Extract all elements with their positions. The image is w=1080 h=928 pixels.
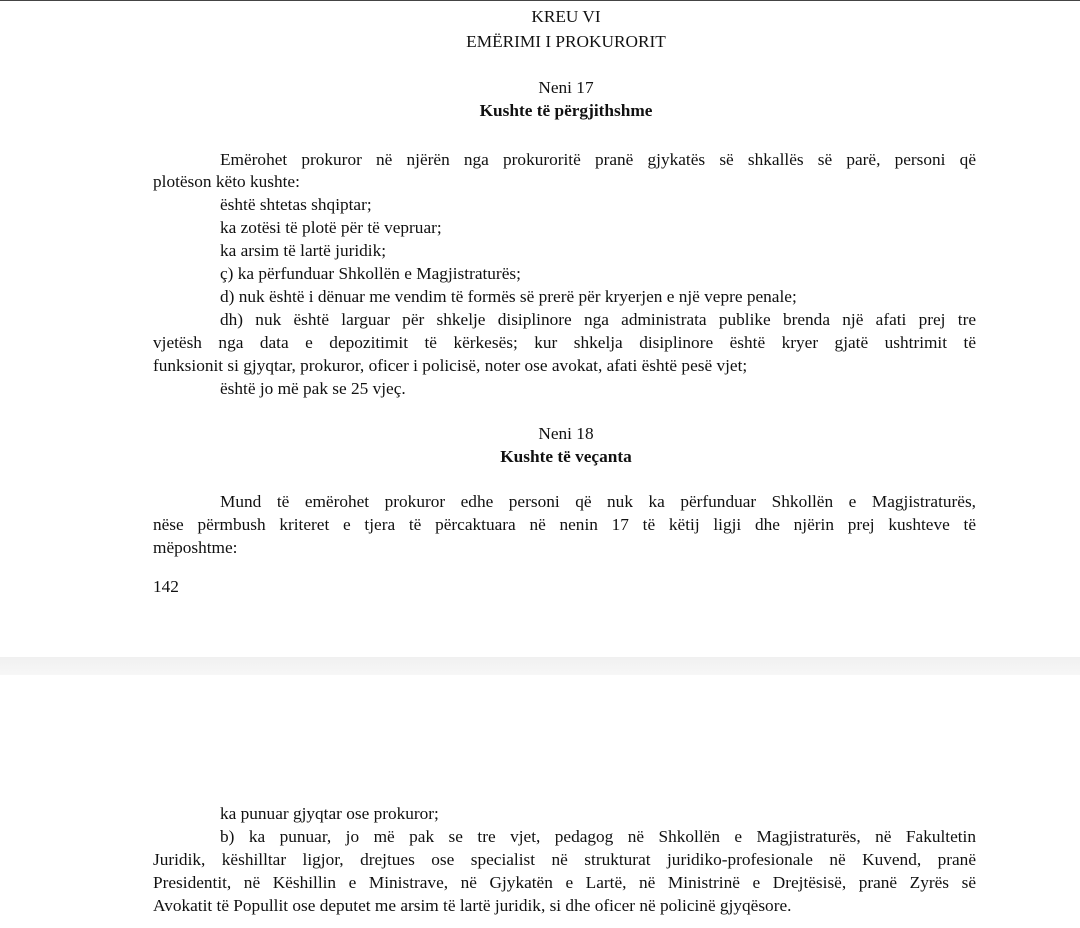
chapter-title: EMËRIMI I PROKURORIT xyxy=(466,32,666,51)
article-18-list-item-a: ka punuar gjyqtar ose prokuror; xyxy=(220,804,439,823)
article-17-list-item: d) nuk është i dënuar me vendim të formës së prerë për kryerjen e një vepre penale; xyxy=(220,287,797,306)
article-18-list-item-b: Avokatit të Popullit ose deputet me arsim të lartë juridik, si dhe oficer në policinë gjyqësore. xyxy=(153,896,792,915)
chapter-heading: KREU VI xyxy=(531,7,601,26)
article-18-list-item-b: b) ka punuar, jo më pak se tre vjet, pedagog në Shkollën e Magjistraturës, në Fakultetin xyxy=(220,827,976,846)
article-17-list-item: ka arsim të lartë juridik; xyxy=(220,241,387,260)
article-18-title: Kushte të veçanta xyxy=(500,447,632,466)
article-17-list-item-dh: funksionit si gjyqtar, prokuror, oficer i policisë, noter ose avokat, afati është pesë vjet; xyxy=(153,356,748,375)
page-separator xyxy=(0,657,1080,675)
article-17-list-item-dh: vjetësh nga data e depozitimit të kërkesës; kur shkelja disiplinore është kryer gjatë ushtrimit të xyxy=(153,333,976,352)
article-17-number: Neni 17 xyxy=(538,78,594,97)
article-17-intro-line: Emërohet prokuror në njërën nga prokuroritë pranë gjykatës së shkallës së parë, personi që xyxy=(220,150,976,169)
article-17-list-item: është jo më pak se 25 vjeç. xyxy=(220,379,406,398)
article-17-intro-line: plotëson këto kushte: xyxy=(153,172,300,191)
article-18-list-item-b: Presidentit, në Këshillin e Ministrave, në Gjykatën e Lartë, në Ministrinë e Drejtësisë, pranë Zyrës së xyxy=(153,873,976,892)
article-18-intro-line: nëse përmbush kriteret e tjera të përcaktuara në nenin 17 të këtij ligji dhe njërin prej kushteve të xyxy=(153,515,976,534)
article-18-intro-line: Mund të emërohet prokuror edhe personi që nuk ka përfunduar Shkollën e Magjistraturës, xyxy=(220,492,976,511)
article-17-list-item: ka zotësi të plotë për të vepruar; xyxy=(220,218,442,237)
article-17-list-item-dh: dh) nuk është larguar për shkelje disiplinore nga administrata publike brenda një afati prej tre xyxy=(220,310,976,329)
article-18-list-item-b: Juridik, këshilltar ligjor, drejtues ose specialist në strukturat juridiko-profesionale në Kuvend, pranë xyxy=(153,850,976,869)
article-18-number: Neni 18 xyxy=(538,424,594,443)
article-18-intro-line: mëposhtme: xyxy=(153,538,238,557)
article-17-title: Kushte të përgjithshme xyxy=(479,101,653,120)
page-number: 142 xyxy=(153,577,179,596)
article-17-list-item: ç) ka përfunduar Shkollën e Magjistraturës; xyxy=(220,264,521,283)
article-17-list-item: është shtetas shqiptar; xyxy=(220,195,372,214)
